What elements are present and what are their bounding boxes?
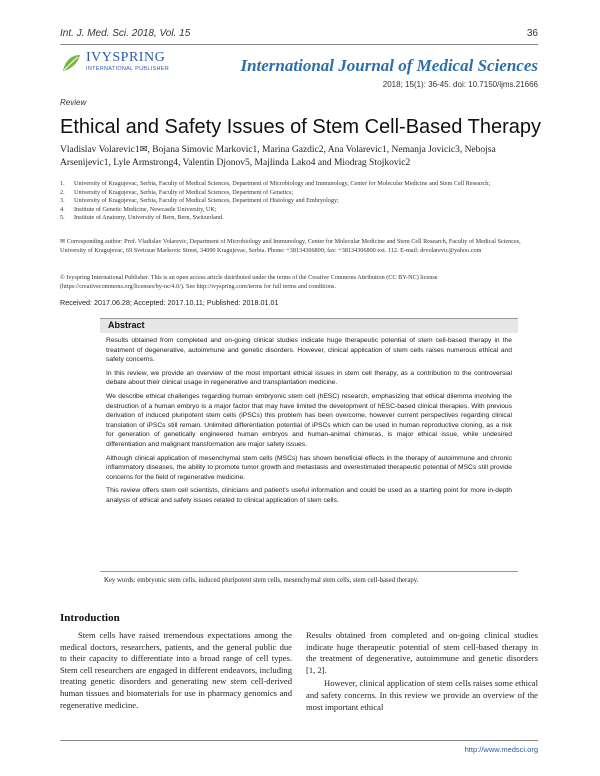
body-column-left	[60, 630, 292, 713]
keywords: Key words: embryonic stem cells, induced pluripotent stem cells, mesenchymal stem cells, stem cell-based therapy.	[104, 577, 419, 584]
license-statement: © Ivyspring International Publisher. This is an open access article distributed under the terms of the Creative Commons Attribution (CC BY-NC) license (https://creativecommons.org/licenses/by-nc/4.0/). See http://ivyspring.com/terms for full terms and conditions.	[60, 274, 438, 290]
section-heading-introduction: Introduction	[60, 612, 120, 624]
abstract-paragraph: In this review, we provide an overview of the most important ethical issues in stem cell therapy, as a contribution to the controversial debate about their clinical usage in regenerative and transplantation medicine.	[106, 369, 512, 387]
article-title: Ethical and Safety Issues of Stem Cell-Based Therapy	[60, 116, 541, 138]
affiliation-item: 3. University of Kragujevac, Serbia, Faculty of Medical Sciences, Department of Histology and Embryology;	[60, 197, 339, 205]
affiliations	[60, 180, 538, 223]
affiliation-item: 1. University of Kragujevac, Serbia, Faculty of Medical Sciences, Department of Microbiology and Immunology, Center for Molecular Medicine and Stem Cell Research;	[60, 180, 491, 187]
body-paragraph: However, clinical application of stem cells raises some ethical and safety concerns. In this review we provide an overview of the most important ethical	[306, 678, 538, 712]
abstract-paragraph: This review offers stem cell scientists, clinicians and patient's useful information and could be used as a starting point for more in-depth analysis of ethical and safety issues related to clinical application of stem cells.	[106, 487, 512, 504]
header-divider	[60, 44, 538, 45]
publisher-logo	[60, 50, 190, 76]
affiliation-item: 4. Institute of Genetic Medicine, Newcastle University, UK;	[60, 205, 217, 213]
abstract-body	[106, 336, 512, 510]
article-type: Review	[60, 98, 87, 107]
running-header-journal: Int. J. Med. Sci. 2018, Vol. 15	[60, 28, 191, 39]
abstract-paragraph: Although clinical application of mesenchymal stem cells (MSCs) has shown beneficial effects in the therapy of autoimmune and chronic inflammatory diseases, the ability to promote tumor growth and metastasis and overestimated therapeutic potential of MSCs still provide concerns for the field of regenerative medicine.	[106, 454, 512, 481]
footer-divider	[60, 740, 538, 741]
abstract-paragraph: We describe ethical challenges regarding human embryonic stem cell (hESC) research, emphasizing that ethical dilemma involving the destruction of a human embryo is a major factor that may have limited the development of hESC-based clinical therapies. With previous derivation of induced pluripotent stem cells (iPSCs) this problem has been overcome, however current perspectives regarding clinical translation of iPSCs still remain. Unlimited differentiation potential of iPSCs which can be used in human reproductive cloning, as a risk for generation of genetically engineered human embryos and human-animal chimeras, is major ethical issue, while undesired differentiation and malignant transformation are major safety issues.	[106, 392, 512, 448]
affiliation-item: 2. University of Kragujevac, Serbia, Faculty of Medical Sciences, Department of Genetics;	[60, 188, 294, 196]
footer-journal-link[interactable]: http://www.medsci.org	[464, 745, 538, 754]
body-column-right	[306, 630, 538, 715]
citation-doi: 2018; 15(1): 36-45. doi: 10.7150/ijms.21666	[382, 80, 538, 89]
abstract-header	[100, 318, 518, 333]
abstract-box	[100, 318, 518, 573]
abstract-heading: Abstract	[108, 320, 145, 330]
page-number: 36	[526, 28, 538, 39]
abstract-bottom-rule	[100, 571, 518, 572]
publisher-name: IVYSPRING	[86, 50, 166, 65]
body-paragraph: Stem cells have raised tremendous expectations among the medical doctors, researchers, patients, and the general public due to their capacity to differentiate into a broad range of cell types. Stem cell researchers are engaged in different endeavors, including treating genetic disorders and generating new stem cell-derived human tissues and biomaterials for use in pharmacy genomics and regenerative medicine.	[60, 630, 292, 710]
abstract-paragraph: Results obtained from completed and on-going clinical studies indicate huge therapeutic potential of stem cell-based therapy in the treatment of degenerative, autoimmune and genetic disorders. However, clinical application of stem cells raises numerous ethical and safety concerns.	[106, 337, 512, 364]
affiliation-item: 5. Institute of Anatomy, University of Bern, Bern, Switzerland.	[60, 214, 224, 222]
journal-title: International Journal of Medical Sciences	[240, 56, 538, 75]
author-list: Vladislav Volarevic1✉, Bojana Simovic Markovic1, Marina Gazdic2, Ana Volarevic1, Nemanja Jovicic3, Nebojsa Arsenijevic1, Lyle Armstrong4, Valentin Djonov5, Majlinda Lako4 and Miodrag Stojkovic2	[60, 145, 496, 168]
body-paragraph: Results obtained from completed and on-going clinical studies indicate huge therapeutic potential of stem cell-based therapy in the treatment of degenerative, autoimmune and genetic disorders [1, 2].	[306, 630, 538, 675]
ivyspring-leaf-icon	[60, 52, 82, 74]
corresponding-author: ✉ Corresponding author: Prof. Vladislav Volarevic, Department of Microbiology and Immunology, Center for Molecular Medicine and Stem Cell Research, Faculty of Medical Sciences, University of Kragujevac, 69 Svetozar Markovic Street, 34000 Kragujevac, Serbia. Phone: +38134306800; fax: +38134306800 ext. 112. E-mail: drvolarevic@yahoo.com	[60, 238, 521, 254]
publisher-tagline: INTERNATIONAL PUBLISHER	[86, 66, 169, 72]
article-dates: Received: 2017.06.28; Accepted: 2017.10.11; Published: 2018.01.01	[60, 298, 279, 307]
